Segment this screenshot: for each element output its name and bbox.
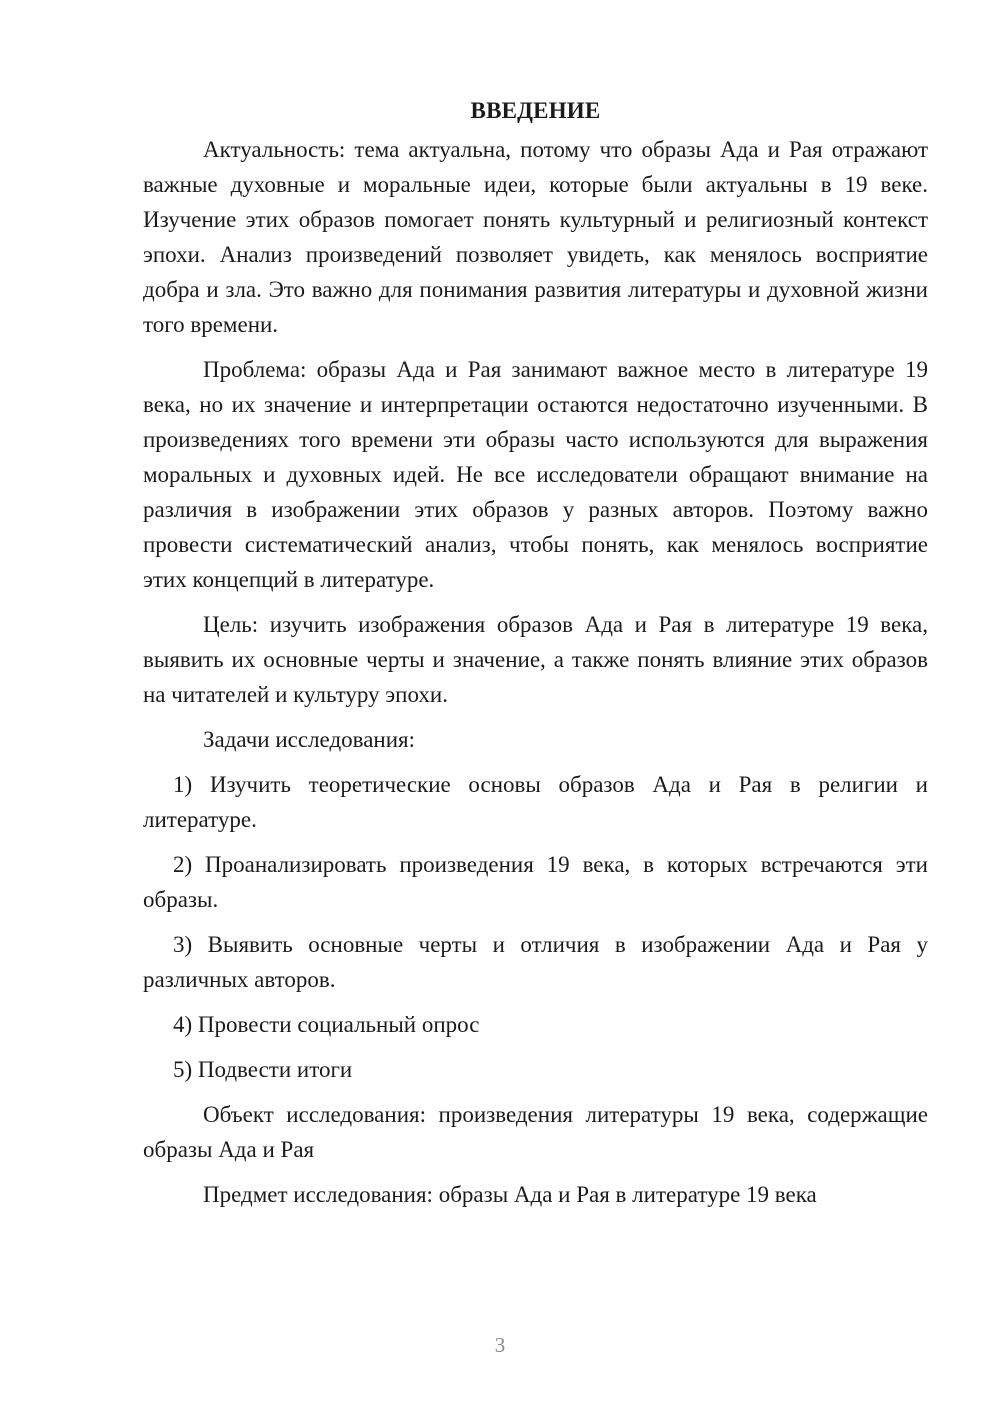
task-item-4: 4) Провести социальный опрос [173, 1012, 480, 1037]
paragraph-relevance: Актуальность: тема актуальна, потому что образы Ада и Рая отражают важные духовные и моральные идеи, которые были актуальны в 19 веке. Изучение этих образов помогает понять культурный и религиозный контекст эпохи. Анализ произведений позволяет увидеть, как менялось восприятие добра и зла. Это важно для понимания развития литературы и духовной жизни того времени. [143, 137, 928, 337]
tasks-heading: Задачи исследования: [203, 727, 416, 752]
document-page [143, 96, 928, 1222]
paragraph-subject: Предмет исследования: образы Ада и Рая в литературе 19 века [203, 1182, 817, 1207]
page-title: ВВЕДЕНИЕ [470, 98, 601, 123]
paragraph-goal: Цель: изучить изображения образов Ада и Рая в литературе 19 века, выявить их основные черты и значение, а также понять влияние этих образов на читателей и культуру эпохи. [143, 612, 928, 707]
paragraph-object: Объект исследования: произведения литературы 19 века, содержащие образы Ада и Рая [143, 1102, 928, 1162]
page-number: 3 [494, 1333, 506, 1357]
paragraph-problem: Проблема: образы Ада и Рая занимают важное место в литературе 19 века, но их значение и интерпретации остаются недостаточно изученными. В произведениях того времени эти образы часто используются для выражения моральных и духовных идей. Не все исследователи обращают внимание на различия в изображении этих образов у разных авторов. Поэтому важно провести систематический анализ, чтобы понять, как менялось восприятие этих концепций в литературе. [143, 357, 928, 592]
task-item-1: 1) Изучить теоретические основы образов Ада и Рая в религии и литературе. [143, 772, 928, 832]
task-item-2: 2) Проанализировать произведения 19 века, в которых встречаются эти образы. [143, 852, 928, 912]
task-item-5: 5) Подвести итоги [173, 1057, 353, 1082]
task-item-3: 3) Выявить основные черты и отличия в изображении Ада и Рая у различных авторов. [143, 932, 928, 992]
